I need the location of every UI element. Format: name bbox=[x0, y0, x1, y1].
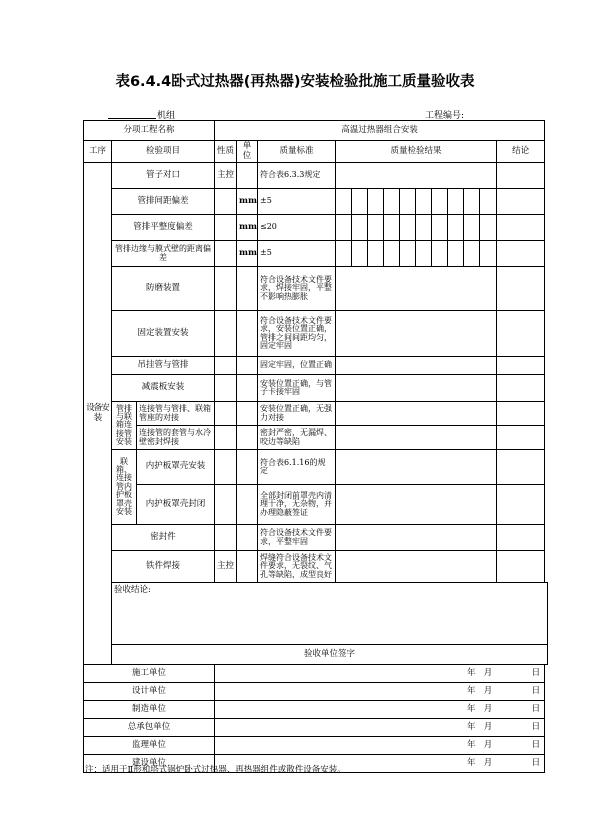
col-conclusion: 结论 bbox=[497, 141, 545, 163]
nature-cell bbox=[215, 485, 237, 525]
result-cell[interactable] bbox=[336, 426, 497, 450]
result-cell[interactable] bbox=[336, 215, 352, 241]
item-cell: 铁件焊接 bbox=[112, 551, 215, 583]
conclusion-cell[interactable] bbox=[497, 189, 545, 215]
result-cell[interactable] bbox=[352, 215, 368, 241]
signature-unit: 施工单位 bbox=[84, 665, 215, 683]
footnote: 注：适用于Ⅱ形和塔式锅炉卧式过热器、再热器组件或散件设备安装。 bbox=[85, 765, 346, 775]
standard-cell: ±5 bbox=[258, 189, 336, 215]
sub-project-value: 高温过热器组合安装 bbox=[215, 121, 545, 141]
unit-underline bbox=[108, 118, 156, 119]
result-cell[interactable] bbox=[480, 215, 497, 241]
group-label-pipe-header: 管排与联箱连接管安装 bbox=[112, 402, 137, 450]
result-cell[interactable] bbox=[416, 189, 432, 215]
signature-row bbox=[84, 719, 548, 737]
standard-cell: 符合设备技术文件要求，焊接牢固，平整不影响热膨胀 bbox=[258, 267, 336, 311]
nature-cell bbox=[215, 525, 237, 551]
nature-cell bbox=[215, 311, 237, 357]
result-cell[interactable] bbox=[432, 215, 448, 241]
signature-unit: 总承包单位 bbox=[84, 719, 215, 737]
table-row bbox=[84, 375, 548, 402]
date-month: 月 bbox=[480, 665, 497, 683]
conclusion-cell[interactable] bbox=[497, 402, 545, 426]
conclusion-cell[interactable] bbox=[497, 311, 545, 357]
nature-cell bbox=[215, 215, 237, 241]
item-cell: 管排平整度偏差 bbox=[112, 215, 215, 241]
date-month: 月 bbox=[480, 755, 497, 773]
standard-cell: 安装位置正确，与管子卡接牢固 bbox=[258, 375, 336, 402]
col-result: 质量检验结果 bbox=[336, 141, 497, 163]
result-cell[interactable] bbox=[448, 215, 464, 241]
table-row bbox=[84, 525, 548, 551]
unit-cell bbox=[237, 426, 258, 450]
standard-cell: 密封严密，无漏焊、咬边等缺陷 bbox=[258, 426, 336, 450]
result-cell[interactable] bbox=[336, 551, 497, 583]
result-cell[interactable] bbox=[400, 215, 416, 241]
date-year: 年 bbox=[448, 755, 480, 773]
result-cell[interactable] bbox=[384, 241, 400, 267]
standard-cell: ±5 bbox=[258, 241, 336, 267]
conclusion-cell[interactable] bbox=[497, 485, 545, 525]
nature-cell bbox=[215, 450, 237, 485]
result-cell[interactable] bbox=[416, 241, 432, 267]
result-cell[interactable] bbox=[384, 215, 400, 241]
result-cell[interactable] bbox=[464, 215, 480, 241]
date-month: 月 bbox=[480, 701, 497, 719]
standard-cell: 符合设备技术文件要求，安装位置正确，管排之间间距均匀，固定牢固 bbox=[258, 311, 336, 357]
result-cell[interactable] bbox=[384, 189, 400, 215]
result-cell[interactable] bbox=[336, 311, 497, 357]
nature-cell bbox=[215, 375, 237, 402]
result-cell[interactable] bbox=[352, 189, 368, 215]
standard-cell: 符合设备技术文件要求，平整牢固 bbox=[258, 525, 336, 551]
table-row bbox=[84, 485, 548, 525]
table-row bbox=[84, 215, 548, 241]
table-row bbox=[84, 189, 548, 215]
conclusion-cell[interactable] bbox=[497, 525, 545, 551]
acceptance-conclusion-row bbox=[84, 583, 548, 645]
project-number-label: 工程编号: bbox=[425, 111, 465, 121]
result-cell[interactable] bbox=[464, 189, 480, 215]
nature-cell bbox=[215, 241, 237, 267]
result-cell[interactable] bbox=[336, 375, 497, 402]
conclusion-cell[interactable] bbox=[497, 163, 545, 189]
result-cell[interactable] bbox=[464, 241, 480, 267]
item-cell: 减震板安装 bbox=[112, 375, 215, 402]
standard-cell: 符合表6.3.3规定 bbox=[258, 163, 336, 189]
nature-cell bbox=[215, 267, 237, 311]
conclusion-cell[interactable] bbox=[497, 426, 545, 450]
date-day: 日 bbox=[497, 719, 545, 737]
standard-cell: 安装位置正确，无强力对接 bbox=[258, 402, 336, 426]
col-process: 工序 bbox=[84, 141, 112, 163]
result-cell[interactable] bbox=[480, 189, 497, 215]
standard-cell: 焊缝符合设备技术文件要求，无裂纹、气孔等缺陷，成型良好 bbox=[258, 551, 336, 583]
unit-cell bbox=[237, 163, 258, 189]
unit-cell bbox=[237, 375, 258, 402]
signature-header-row bbox=[84, 645, 548, 665]
table-row bbox=[84, 357, 548, 375]
signature-field[interactable] bbox=[215, 665, 448, 683]
conclusion-cell[interactable] bbox=[497, 241, 545, 267]
inspection-table bbox=[83, 120, 548, 773]
standard-cell: 符合表6.1.16的规定 bbox=[258, 450, 336, 485]
item-cell: 连接管与管排、联箱管座的对接 bbox=[137, 402, 215, 426]
result-cell[interactable] bbox=[352, 241, 368, 267]
result-cell[interactable] bbox=[448, 241, 464, 267]
date-day: 日 bbox=[497, 683, 545, 701]
signature-field[interactable] bbox=[215, 737, 448, 755]
unit-cell bbox=[237, 267, 258, 311]
result-cell[interactable] bbox=[448, 189, 464, 215]
signature-row bbox=[84, 683, 548, 701]
table-row bbox=[84, 267, 548, 311]
col-nature: 性质 bbox=[215, 141, 237, 163]
unit-cell bbox=[237, 485, 258, 525]
result-cell[interactable] bbox=[336, 267, 497, 311]
table-row bbox=[84, 426, 548, 450]
nature-cell bbox=[215, 189, 237, 215]
conclusion-cell[interactable] bbox=[497, 375, 545, 402]
table-row bbox=[84, 402, 548, 426]
date-month: 月 bbox=[480, 719, 497, 737]
process-group-label: 设备安装 bbox=[84, 163, 112, 665]
signature-unit: 设计单位 bbox=[84, 683, 215, 701]
date-year: 年 bbox=[448, 683, 480, 701]
item-cell: 管排边缘与膜式壁的距离偏差 bbox=[112, 241, 215, 267]
date-month: 月 bbox=[480, 737, 497, 755]
result-cell[interactable] bbox=[416, 215, 432, 241]
group-label-inner-casing: 联箱、连接管内护板罩壳安装 bbox=[112, 450, 137, 525]
date-year: 年 bbox=[448, 701, 480, 719]
page-title: 表6.4.4卧式过热器(再热器)安装检验批施工质量验收表 bbox=[115, 74, 475, 90]
result-cell[interactable] bbox=[336, 357, 497, 375]
result-cell[interactable] bbox=[432, 189, 448, 215]
result-cell[interactable] bbox=[336, 525, 497, 551]
signature-header: 验收单位签字 bbox=[112, 645, 548, 665]
unit-cell bbox=[237, 311, 258, 357]
date-year: 年 bbox=[448, 665, 480, 683]
item-cell: 管排间距偏差 bbox=[112, 189, 215, 215]
result-cell[interactable] bbox=[480, 241, 497, 267]
nature-cell bbox=[215, 426, 237, 450]
result-cell[interactable] bbox=[336, 402, 497, 426]
result-cell[interactable] bbox=[368, 215, 384, 241]
date-day: 日 bbox=[497, 737, 545, 755]
item-cell: 连接管的套管与水冷壁密封焊接 bbox=[137, 426, 215, 450]
date-year: 年 bbox=[448, 719, 480, 737]
signature-unit: 建设单位 bbox=[84, 755, 215, 773]
result-cell[interactable] bbox=[368, 241, 384, 267]
unit-cell bbox=[237, 525, 258, 551]
table-row bbox=[84, 450, 548, 485]
result-cell[interactable] bbox=[432, 241, 448, 267]
unit-cell bbox=[237, 357, 258, 375]
conclusion-cell[interactable] bbox=[497, 450, 545, 485]
col-standard: 质量标准 bbox=[258, 141, 336, 163]
date-day: 日 bbox=[497, 755, 545, 773]
col-item: 检验项目 bbox=[112, 141, 215, 163]
column-header-row bbox=[84, 141, 548, 163]
unit-cell: mm bbox=[237, 241, 258, 267]
item-cell: 防磨装置 bbox=[112, 267, 215, 311]
signature-row bbox=[84, 701, 548, 719]
item-cell: 内护板罩壳封闭 bbox=[137, 485, 215, 525]
signature-row bbox=[84, 737, 548, 755]
result-cell[interactable] bbox=[368, 189, 384, 215]
conclusion-cell[interactable] bbox=[497, 267, 545, 311]
sub-project-label: 分项工程名称 bbox=[84, 121, 215, 141]
item-cell: 管子对口 bbox=[112, 163, 215, 189]
conclusion-cell[interactable] bbox=[497, 215, 545, 241]
item-cell: 吊挂管与管排 bbox=[112, 357, 215, 375]
result-cell[interactable] bbox=[336, 163, 497, 189]
table-row bbox=[84, 163, 548, 189]
standard-cell: 全部封闭前罩壳内清理干净，无杂物，并办理隐蔽签证 bbox=[258, 485, 336, 525]
nature-cell: 主控 bbox=[215, 551, 237, 583]
result-cell[interactable] bbox=[336, 241, 352, 267]
col-unit: 单位 bbox=[237, 141, 258, 163]
result-cell[interactable] bbox=[400, 241, 416, 267]
signature-unit: 监理单位 bbox=[84, 737, 215, 755]
nature-cell: 主控 bbox=[215, 163, 237, 189]
conclusion-cell[interactable] bbox=[497, 357, 545, 375]
signature-field[interactable] bbox=[215, 701, 448, 719]
date-day: 日 bbox=[497, 665, 545, 683]
result-cell[interactable] bbox=[336, 485, 497, 525]
acceptance-conclusion-field[interactable]: 验收结论: bbox=[112, 583, 548, 645]
unit-cell: mm bbox=[237, 215, 258, 241]
signature-field[interactable] bbox=[215, 683, 448, 701]
result-cell[interactable] bbox=[400, 189, 416, 215]
sub-project-row bbox=[84, 121, 548, 141]
signature-row bbox=[84, 665, 548, 683]
item-cell: 固定装置安装 bbox=[112, 311, 215, 357]
table-row bbox=[84, 241, 548, 267]
unit-cell bbox=[237, 551, 258, 583]
table-row bbox=[84, 311, 548, 357]
unit-cell: mm bbox=[237, 189, 258, 215]
table-row bbox=[84, 551, 548, 583]
date-day: 日 bbox=[497, 701, 545, 719]
result-cell[interactable] bbox=[336, 189, 352, 215]
signature-unit: 制造单位 bbox=[84, 701, 215, 719]
date-month: 月 bbox=[480, 683, 497, 701]
date-year: 年 bbox=[448, 737, 480, 755]
item-cell: 内护板罩壳安装 bbox=[137, 450, 215, 485]
item-cell: 密封件 bbox=[112, 525, 215, 551]
unit-cell bbox=[237, 402, 258, 426]
conclusion-cell[interactable] bbox=[497, 551, 545, 583]
unit-suffix-label: 机组 bbox=[157, 111, 176, 121]
result-cell[interactable] bbox=[336, 450, 497, 485]
standard-cell: 固定牢固，位置正确 bbox=[258, 357, 336, 375]
unit-cell bbox=[237, 450, 258, 485]
signature-field[interactable] bbox=[215, 719, 448, 737]
nature-cell bbox=[215, 357, 237, 375]
nature-cell bbox=[215, 402, 237, 426]
standard-cell: ≤20 bbox=[258, 215, 336, 241]
